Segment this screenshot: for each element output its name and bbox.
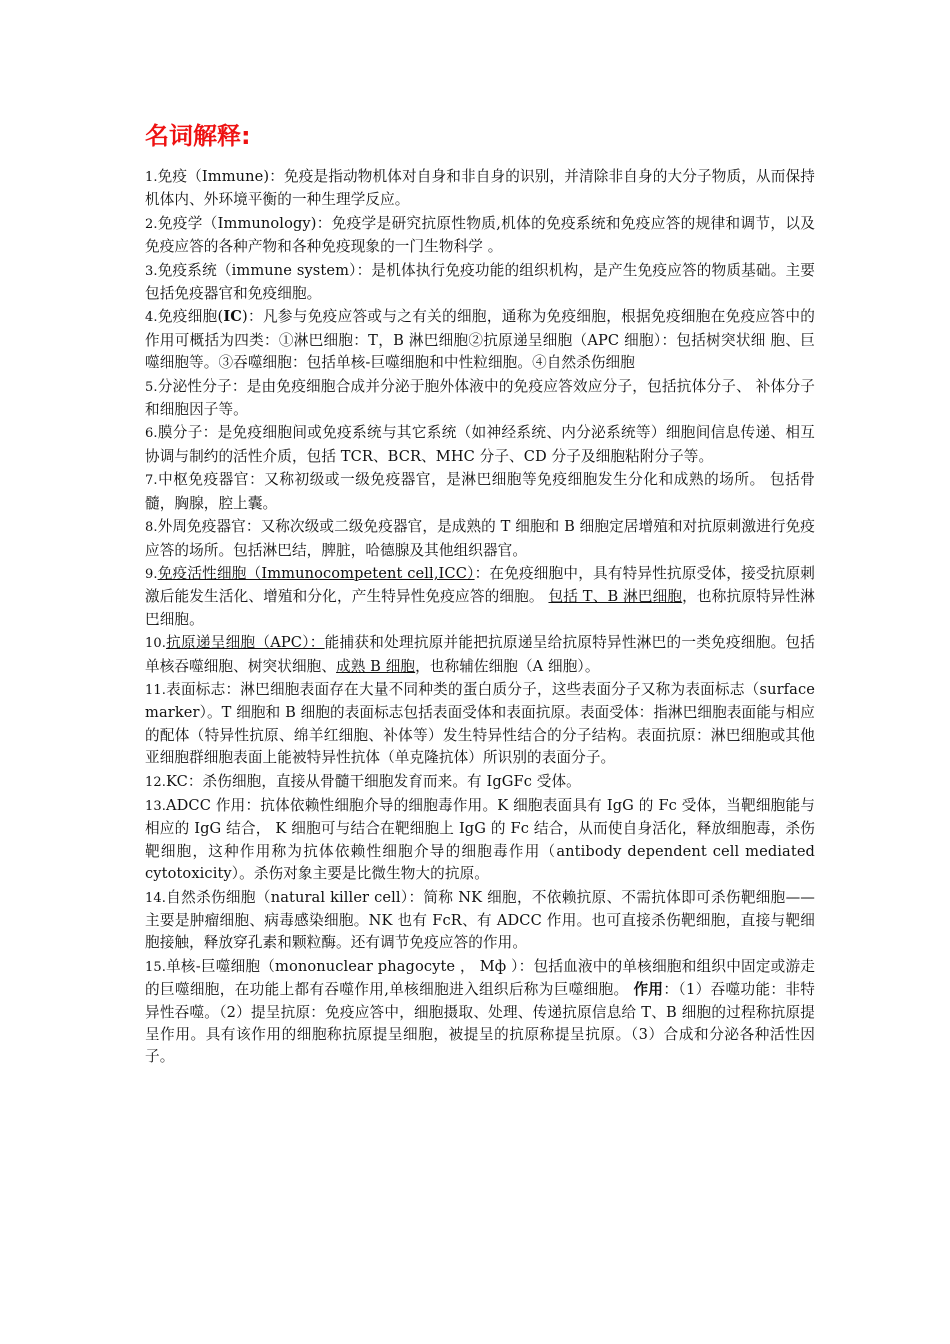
entry-text: 外周免疫器官：又称次级或二级免疫器官，是成熟的 T 细胞和 B 细胞定居增殖和对抗原刺激进行免疫应答的场所。包括淋巴结，脾脏，哈德腺及其他组织器官。 (145, 518, 815, 559)
definition-4 (145, 306, 815, 374)
underlined-term: 抗原递呈细胞（APC）： (165, 634, 325, 652)
entry-text: 中枢免疫器官：又称初级或一级免疫器官，是淋巴细胞等免疫细胞发生分化和成熟的场所。 包括骨髓，胸腺，腔上囊。 (145, 471, 815, 512)
entry-number: 13. (145, 798, 166, 814)
definition-2 (145, 213, 815, 259)
definition-6 (145, 422, 815, 468)
entry-number: 14. (145, 890, 166, 906)
definition-14 (145, 887, 815, 955)
entry-text-pre: 免疫细胞( (157, 308, 224, 326)
document-page (145, 118, 815, 1070)
page-title: 名词解释: (145, 122, 251, 150)
entry-number: 11. (145, 682, 166, 698)
entry-text: 膜分子：是免疫细胞间或免疫系统与其它系统（如神经系统、内分泌系统等）细胞间信息传递、相互协调与制约的活性介质，包括 TCR、BCR、MHC 分子、CD 分子及细胞粘附分子等。 (145, 424, 815, 465)
definition-13 (145, 795, 815, 886)
entry-number: 7. (145, 473, 158, 489)
definition-3 (145, 260, 815, 306)
entry-text: 能捕获和处理抗原并能把抗原递呈给抗原特异性淋巴的一类免疫细胞。包括单核吞噬细胞、树突状细胞、 (145, 634, 815, 675)
entry-text-tail: ，也称辅佐细胞（A 细胞）。 (415, 657, 600, 675)
underlined-term: 免疫活性细胞（Immunocompetent cell,ICC） (157, 564, 475, 582)
definition-10 (145, 632, 815, 678)
entry-text: 免疫（Immune)：免疫是指动物机体对自身和非自身的识别，并清除非自身的大分子物质，从而保持机体内、外环境平衡的一种生理学反应。 (145, 168, 815, 209)
entry-text: ：在免疫细胞中，具有特异性抗原受体，接受抗原刺激后能发生活化、增殖和分化，产生特异性免疫应答的细胞。 (145, 564, 815, 606)
definition-1 (145, 166, 815, 212)
underlined-phrase: 成熟 B 细胞 (336, 657, 416, 675)
entry-number: 8. (145, 520, 158, 536)
definition-7 (145, 469, 815, 515)
entry-number: 15. (145, 959, 166, 975)
entry-number: 1. (145, 170, 158, 185)
entry-text: 分泌性分子：是由免疫细胞合成并分泌于胞外体液中的免疫应答效应分子，包括抗体分子、 补体分子和细胞因子等。 (145, 377, 815, 419)
entry-text: ADCC 作用：抗体依赖性细胞介导的细胞毒作用。K 细胞表面具有 IgG 的 Fc 受体，当靶细胞能与相应的 IgG 结合， K 细胞可与结合在靶细胞上 IgG 的 Fc 结合，从而使自身活化，释放细胞毒，杀伤靶细胞，这种作用称为抗体依赖性细胞介导的细胞毒作用（antibody dependent cell mediated cytotoxicity）。杀伤对象主要是比微生物大的抗原。 (145, 796, 815, 883)
entry-text-tail: ，也称抗原特异性淋巴细胞。 (145, 588, 815, 628)
entry-number: 12. (145, 774, 166, 790)
entry-number: 3. (145, 263, 158, 279)
entry-number: 6. (145, 426, 158, 442)
entry-text: ：（1）吞噬功能：非特异性吞噬。（2）提呈抗原：免疫应答中，细胞摄取、处理、传递抗原信息给 T、B 细胞的过程称抗原提呈作用。具有该作用的细胞称抗原提呈细胞，被提呈的抗原称提呈抗原。（3）合成和分泌各种活性因子。 (145, 981, 815, 1066)
entry-number: 4. (145, 310, 158, 326)
entry-text: )：凡参与免疫应答或与之有关的细胞，通称为免疫细胞，根据免疫细胞在免疫应答中的作用可概括为四类：①淋巴细胞：T，B 淋巴细胞②抗原递呈细胞（APC 细胞）：包括树突状细 胞、巨噬细胞等。③吞噬细胞：包括单核-巨噬细胞和中性粒细胞。④自然杀伤细胞 (145, 308, 815, 372)
entry-number: 5. (145, 379, 158, 395)
entry-text: 自然杀伤细胞（natural killer cell）：简称 NK 细胞，不依赖抗原、不需抗体即可杀伤靶细胞——主要是肿瘤细胞、病毒感染细胞。NK 也有 FcR、有 ADCC 作用。也可直接杀伤靶细胞，直接与靶细胞接触，释放穿孔素和颗粒酶。还有调节免疫应答的作用。 (145, 888, 815, 952)
definition-12 (145, 771, 815, 794)
entry-text: 免疫学（Immunology)：免疫学是研究抗原性物质,机体的免疫系统和免疫应答的规律和调节，以及免疫应答的各种产物和各种免疫现象的一门生物科学 。 (145, 214, 815, 256)
definition-15 (145, 956, 815, 1069)
entry-text-pre: 单核-巨噬细胞（mononuclear phagocyte ， Mф ）：包括血液中的单核细胞和组织中固定或游走的巨噬细胞，在功能上都有吞噬作用,单核细胞进入组织后称为巨噬细胞。 (145, 957, 815, 999)
entry-text: KC：杀伤细胞，直接从骨髓干细胞发育而来。有 IgGFc 受体。 (165, 772, 581, 790)
entry-number: 2. (145, 216, 158, 232)
entry-text: 免疫系统（immune system）：是机体执行免疫功能的组织机构，是产生免疫应答的物质基础。主要包括免疫器官和免疫细胞。 (145, 261, 815, 303)
entry-number: 9. (145, 566, 158, 582)
definition-11 (145, 679, 815, 770)
entry-bold-term: IC (223, 308, 242, 326)
entry-text: 表面标志：淋巴细胞表面存在大量不同种类的蛋白质分子，这些表面分子又称为表面标志（surface marker）。T 细胞和 B 细胞的表面标志包括表面受体和表面抗原。表面受体：指淋巴细胞表面能与相应的配体（特异性抗原、绵羊红细胞、补体等）发生特异性结合的分子结构。表面抗原：淋巴细胞或其他亚细胞群细胞表面上能被特异性抗体（单克隆抗体）所识别的表面分子。 (145, 680, 815, 767)
entry-number: 10. (145, 636, 166, 652)
definition-5 (145, 376, 815, 422)
underlined-phrase: 包括 T、B 淋巴细胞 (548, 588, 683, 606)
definition-9 (145, 563, 815, 631)
entry-bold-term: 作用 (633, 981, 664, 999)
definition-8 (145, 516, 815, 562)
